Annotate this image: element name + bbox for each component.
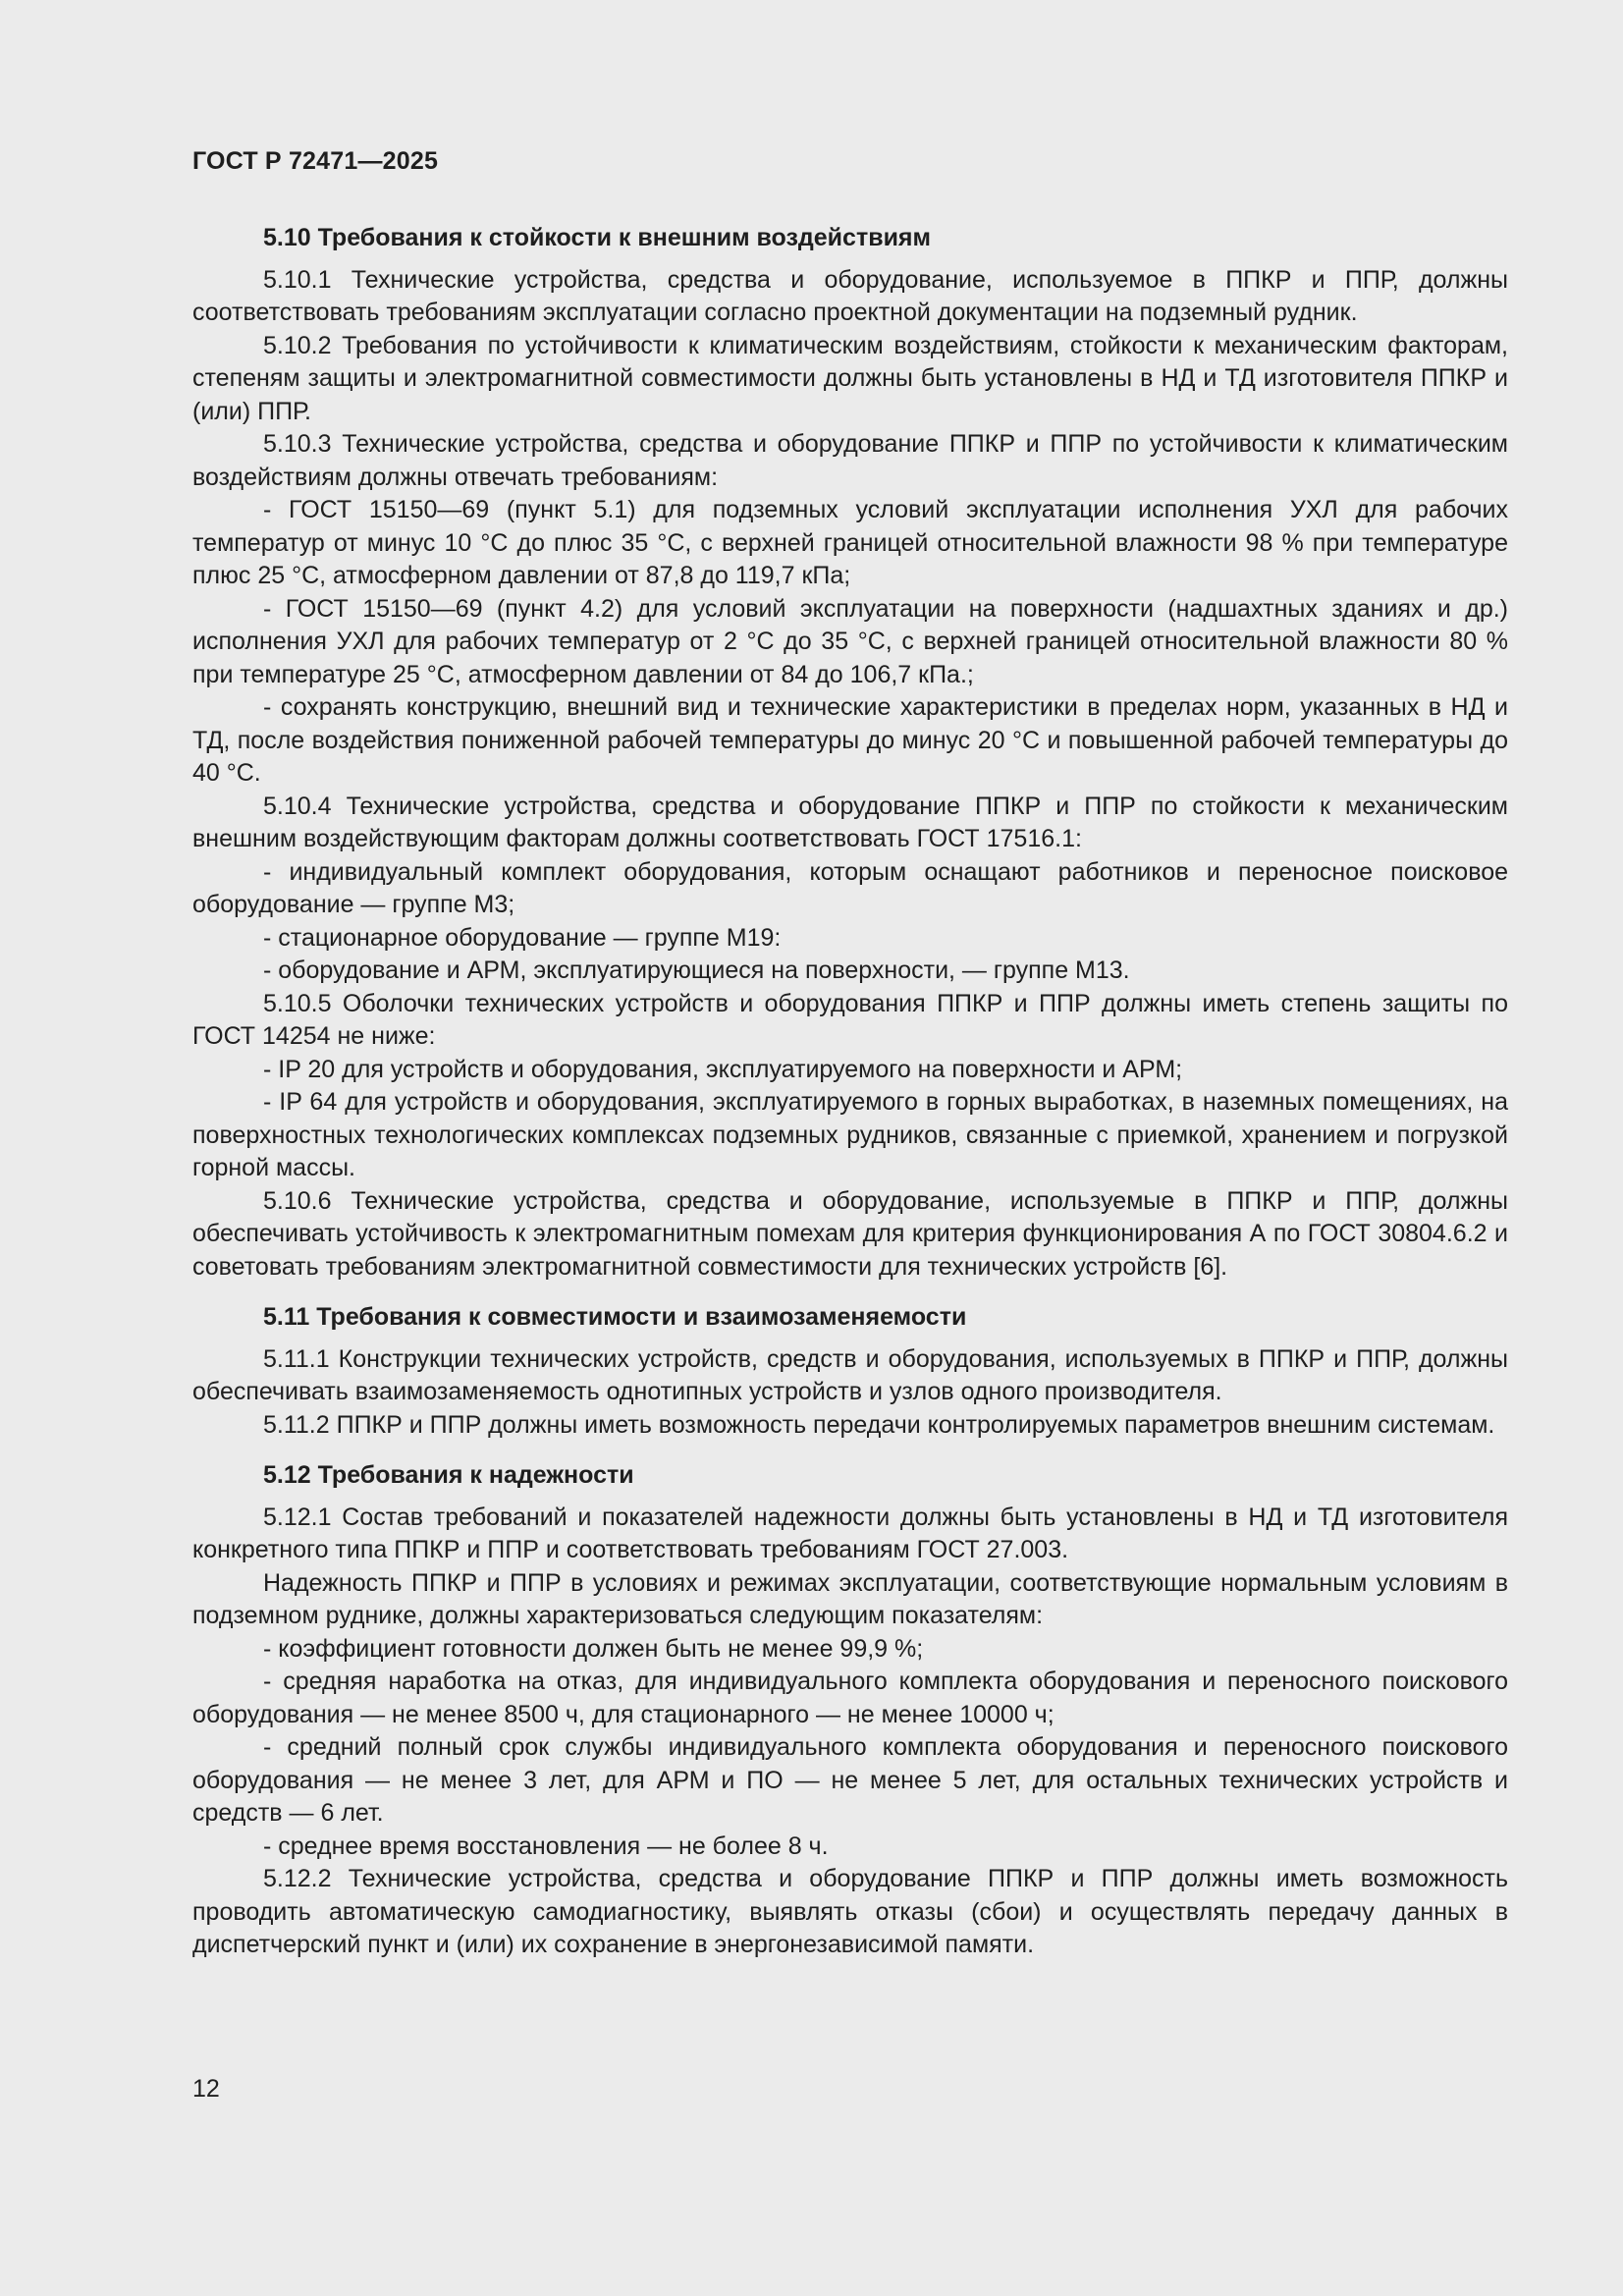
list-item: - стационарное оборудование — группе М19:	[263, 923, 782, 952]
list-item: - индивидуальный комплект оборудования, которым оснащают работников и переносное поисковое оборудование — группе М3;	[192, 857, 1508, 918]
section-heading-5-10: 5.10 Требования к стойкости к внешним воздействиям	[263, 224, 932, 251]
list-item: - средняя наработка на отказ, для индивидуального комплекта оборудования и переносного поискового оборудования — не менее 8500 ч, для стационарного — не менее 10000 ч;	[192, 1667, 1508, 1728]
paragraph: 5.10.5 Оболочки технических устройств и оборудования ППКР и ППР должны иметь степень защиты по ГОСТ 14254 не ниже:	[192, 989, 1508, 1050]
paragraph: Надежность ППКР и ППР в условиях и режимах эксплуатации, соответствующие нормальным условиям в подземном руднике, должны характеризоваться следующим показателям:	[192, 1568, 1508, 1629]
list-item: - коэффициент готовности должен быть не менее 99,9 %;	[263, 1634, 924, 1663]
paragraph: 5.10.6 Технические устройства, средства и оборудование, используемые в ППКР и ППР, должны обеспечивать устойчивость к электромагнитным помехам для критерия функционирования А по ГОСТ 30804.6.2 и советовать требованиям электромагнитной совместимости для технических устройств [6].	[192, 1186, 1508, 1281]
page-number: 12	[192, 2075, 220, 2103]
list-item: - средний полный срок службы индивидуального комплекта оборудования и переносного поискового оборудования — не менее 3 лет, для АРМ и ПО — не менее 5 лет, для остальных технических устройств и средств — 6 лет.	[192, 1733, 1508, 1827]
paragraph: 5.11.1 Конструкции технических устройств, средств и оборудования, используемых в ППКР и ППР, должны обеспечивать взаимозаменяемость однотипных устройств и узлов одного производителя.	[192, 1344, 1508, 1405]
list-item: - ГОСТ 15150—69 (пункт 5.1) для подземных условий эксплуатации исполнения УХЛ для рабочих температур от минус 10 °С до плюс 35 °С, с верхней границей относительной влажности 98 % при температуре плюс 25 °С, атмосферном давлении от 87,8 до 119,7 кПа;	[192, 496, 1508, 589]
paragraph: 5.10.4 Технические устройства, средства и оборудование ППКР и ППР по стойкости к механическим внешним воздействующим факторам должны соответствовать ГОСТ 17516.1:	[192, 792, 1508, 852]
list-item: - IP 20 для устройств и оборудования, эксплуатируемого на поверхности и АРМ;	[263, 1055, 1183, 1083]
paragraph: 5.11.2 ППКР и ППР должны иметь возможность передачи контролируемых параметров внешним системам.	[263, 1410, 1495, 1439]
paragraph: 5.10.2 Требования по устойчивости к климатическим воздействиям, стойкости к механическим факторам, степеням защиты и электромагнитной совместимости должны быть установлены в НД и ТД изготовителя ППКР и (или) ППР.	[192, 331, 1508, 425]
paragraph: 5.10.1 Технические устройства, средства и оборудование, используемое в ППКР и ППР, должны соответствовать требованиям эксплуатации согласно проектной документации на подземный рудник.	[192, 265, 1508, 326]
list-item: - среднее время восстановления — не более 8 ч.	[263, 1831, 829, 1860]
section-heading-5-12: 5.12 Требования к надежности	[263, 1461, 634, 1489]
list-item: - ГОСТ 15150—69 (пункт 4.2) для условий эксплуатации на поверхности (надшахтных зданиях и др.) исполнения УХЛ для рабочих температур от 2 °С до 35 °С, с верхней границей относительной влажности 80 % при температуре 25 °С, атмосферном давлении от 84 до 106,7 кПа.;	[192, 594, 1508, 688]
document-body	[192, 222, 1508, 1962]
paragraph: 5.12.2 Технические устройства, средства и оборудование ППКР и ППР должны иметь возможность проводить автоматическую самодиагностику, выявлять отказы (сбои) и осуществлять передачу данных в диспетчерский пункт и (или) их сохранение в энергонезависимой памяти.	[192, 1865, 1508, 1958]
list-item: - оборудование и АРМ, эксплуатирующиеся на поверхности, — группе М13.	[263, 957, 1130, 984]
document-header: ГОСТ Р 72471—2025	[192, 147, 439, 175]
paragraph: 5.10.3 Технические устройства, средства и оборудование ППКР и ППР по устойчивости к климатическим воздействиям должны отвечать требованиям:	[192, 430, 1508, 491]
section-heading-5-11: 5.11 Требования к совместимости и взаимозаменяемости	[263, 1303, 967, 1331]
list-item: - IP 64 для устройств и оборудования, эксплуатируемого в горных выработках, в наземных помещениях, на поверхностных технологических комплексах подземных рудников, связанные с приемкой, хранением и погрузкой горной массы.	[192, 1088, 1508, 1181]
list-item: - сохранять конструкцию, внешний вид и технические характеристики в пределах норм, указанных в НД и ТД, после воздействия пониженной рабочей температуры до минус 20 °С и повышенной рабочей температуры до 40 °С.	[192, 693, 1508, 787]
paragraph: 5.12.1 Состав требований и показателей надежности должны быть установлены в НД и ТД изготовителя конкретного типа ППКР и ППР и соответствовать требованиям ГОСТ 27.003.	[192, 1503, 1508, 1563]
